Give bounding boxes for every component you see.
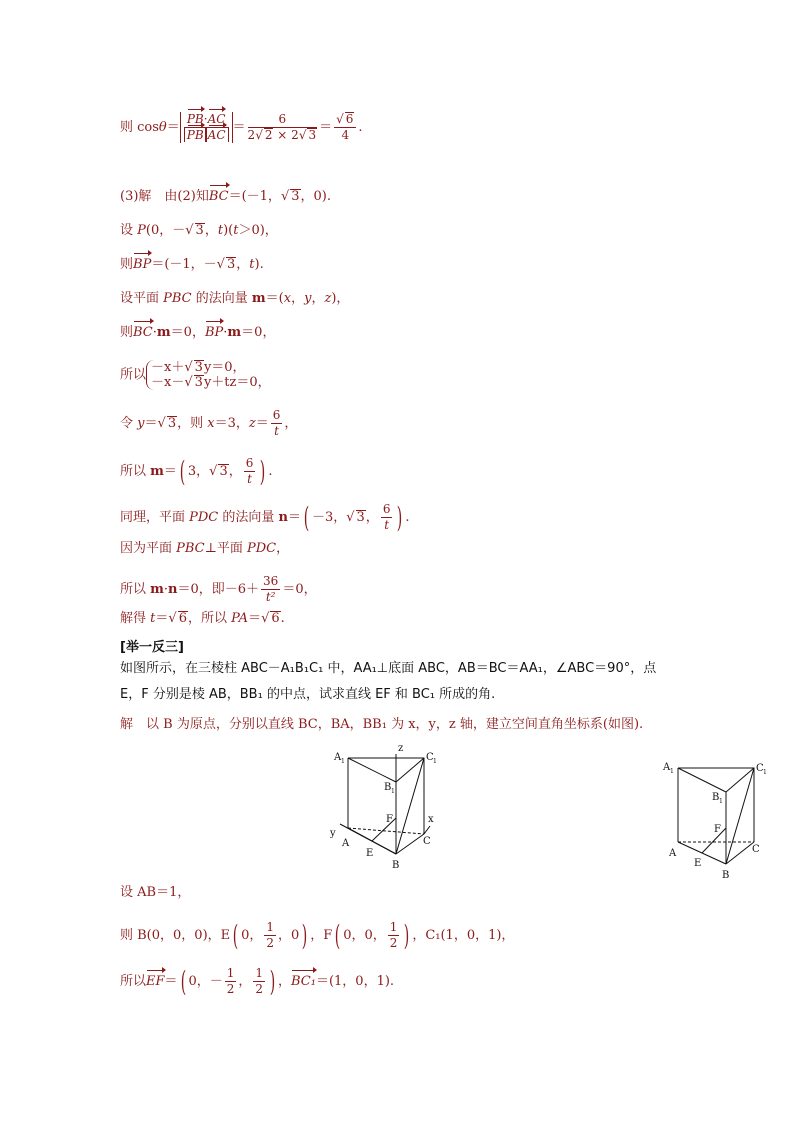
var: t bbox=[249, 257, 255, 272]
text: 设 bbox=[120, 223, 138, 238]
text: ， bbox=[284, 416, 298, 431]
part3-line: (3)解 由(2)知BC＝(－1，√ 3，0). bbox=[120, 189, 331, 204]
problem-statement bbox=[120, 656, 680, 708]
numerator: 6 bbox=[245, 456, 254, 470]
sqrt: 2 bbox=[264, 128, 273, 142]
sqrt: 3 bbox=[194, 375, 203, 390]
sqrt: 3 bbox=[291, 189, 300, 204]
text: y＝0， bbox=[203, 360, 246, 375]
text: 0， bbox=[241, 928, 263, 943]
label-C: C bbox=[423, 836, 431, 847]
var: PBC bbox=[176, 541, 205, 556]
vec-bc1: BC₁ bbox=[291, 974, 316, 989]
text: )， bbox=[331, 291, 350, 306]
fraction bbox=[264, 920, 276, 951]
var: t bbox=[217, 223, 224, 238]
text: ， bbox=[228, 464, 242, 479]
problem-line-2: E，F 分别是棱 AB，BB₁ 的中点，试求直线 EF 和 BC₁ 所成的角. bbox=[120, 687, 496, 702]
text: 2 bbox=[291, 128, 299, 142]
text: 则 bbox=[120, 257, 134, 272]
sub: 1 bbox=[719, 798, 723, 805]
solve-line: 解得 t＝√ 6，所以 PA＝√ 6. bbox=[120, 611, 285, 626]
vec-bp: BP bbox=[133, 257, 152, 272]
vec-m: m bbox=[251, 291, 266, 306]
text: ＝ bbox=[155, 611, 169, 626]
numerator: 1 bbox=[266, 920, 274, 934]
sub: 1 bbox=[341, 758, 345, 765]
equation-system: －x＋√ 3y＝0， －x－√ 3y＋tz＝0， bbox=[146, 360, 271, 390]
numerator: 1 bbox=[389, 920, 398, 934]
var: PDC bbox=[247, 541, 277, 556]
text: ＝ bbox=[255, 416, 269, 431]
sub: 1 bbox=[763, 769, 767, 776]
text: ， bbox=[204, 223, 218, 238]
text: ，C₁(1，0，1)， bbox=[412, 928, 515, 943]
text: · bbox=[223, 325, 228, 340]
prism-figure-axes bbox=[326, 742, 446, 872]
label-F: F bbox=[386, 814, 393, 825]
label-B1: B bbox=[712, 792, 720, 803]
text: ， bbox=[278, 974, 292, 989]
text: 同理，平面 bbox=[120, 510, 190, 525]
denominator: 2 bbox=[226, 982, 235, 996]
text: ， bbox=[276, 541, 290, 556]
fraction bbox=[261, 574, 280, 605]
text: · bbox=[203, 112, 208, 126]
text: 的法向量 bbox=[191, 291, 252, 306]
text: 令 bbox=[120, 416, 138, 431]
vec-m: m bbox=[150, 582, 164, 597]
m-result-line: 所以 m＝( 3，√ 3， $\frac{6}{t}$ ) . bbox=[120, 454, 273, 488]
var: y bbox=[137, 416, 145, 431]
vec-bp: BP bbox=[204, 325, 224, 340]
bp-line: 则BP＝(－1，－√ 3，t). bbox=[120, 257, 264, 272]
vec-m: m bbox=[156, 325, 171, 340]
text: 所以 bbox=[120, 464, 151, 479]
label-B1: B bbox=[384, 782, 392, 793]
mn-line bbox=[120, 574, 317, 605]
text: ， bbox=[291, 291, 305, 306]
normal-m-line bbox=[120, 290, 349, 308]
sqrt: 3 bbox=[195, 223, 204, 238]
var: z bbox=[324, 291, 332, 306]
text: ＝ bbox=[319, 120, 333, 135]
label-A1: A bbox=[663, 762, 671, 773]
text: ＝(－1， bbox=[228, 189, 281, 204]
text: ＝ bbox=[166, 120, 180, 135]
text: ，0 bbox=[278, 928, 300, 943]
text: ). bbox=[254, 257, 264, 272]
text: ， bbox=[365, 510, 379, 525]
section-title: [举一反三] bbox=[120, 640, 184, 655]
label-z: z bbox=[398, 743, 404, 754]
text: ＝( bbox=[265, 291, 284, 306]
fraction bbox=[388, 920, 400, 951]
sqrt: 6 bbox=[271, 611, 280, 626]
text: ＝ bbox=[144, 416, 158, 431]
set-p-line: 设 P(0，－√ 3，t)(t＞0)， bbox=[120, 223, 278, 238]
vec-n: n bbox=[168, 582, 178, 597]
denominator: 2 bbox=[266, 936, 274, 950]
label-A: A bbox=[669, 848, 677, 859]
text: 0，－ bbox=[188, 974, 223, 989]
text: ＝(1，0，1). bbox=[315, 974, 395, 989]
label-y: y bbox=[330, 828, 336, 839]
sqrt: 3 bbox=[356, 510, 365, 525]
vec-ef: EF bbox=[146, 974, 165, 989]
text: ，0). bbox=[300, 189, 331, 204]
var: t bbox=[150, 611, 156, 626]
text: 则 bbox=[120, 325, 134, 340]
text: )( bbox=[223, 223, 234, 238]
text: ＝3， bbox=[214, 416, 249, 431]
solution-intro: 解 以 B 为原点，分别以直线 BC，BA，BB₁ 为 x，y，z 轴，建立空间直角坐标系(如图). bbox=[120, 717, 644, 732]
sqrt: 3 bbox=[167, 416, 177, 431]
system-line bbox=[120, 360, 271, 390]
vec-m: m bbox=[227, 325, 242, 340]
text: . bbox=[268, 464, 273, 479]
vec-ac: AC bbox=[207, 128, 226, 142]
sub: 1 bbox=[670, 768, 674, 775]
text: 因为平面 bbox=[120, 541, 177, 556]
text: ， bbox=[236, 257, 250, 272]
fraction bbox=[253, 966, 265, 997]
points-line: 则 B(0，0，0)，E( 0， $\frac{1}{2}$ ，0) ，F( 0，0， $\frac{1}{2}$ ) ，C₁(1，0，1)， bbox=[120, 918, 515, 952]
cos-theta-line bbox=[120, 112, 363, 143]
var: PBC bbox=[163, 291, 192, 306]
text: 的法向量 bbox=[218, 510, 279, 525]
text: －x－ bbox=[151, 375, 185, 390]
var: y bbox=[304, 291, 312, 306]
text: 0，0， bbox=[343, 928, 386, 943]
text: ＝(－1，－ bbox=[151, 257, 217, 272]
text: . bbox=[405, 510, 410, 525]
text: 所以 bbox=[120, 367, 147, 383]
text: · bbox=[163, 582, 169, 597]
sqrt: 3 bbox=[219, 464, 228, 479]
fraction: $\frac{6}{2√ 2 \times 2√ 3}$ bbox=[247, 112, 317, 142]
text: 3， bbox=[187, 464, 210, 479]
perp-line bbox=[120, 540, 289, 558]
label-A: A bbox=[342, 838, 350, 849]
var: t bbox=[233, 223, 239, 238]
text: 所以 bbox=[120, 582, 151, 597]
text: －3， bbox=[311, 510, 347, 525]
text: ＝ bbox=[232, 120, 246, 135]
vec-ac: AC bbox=[207, 112, 226, 126]
vec-pb: PB bbox=[186, 128, 204, 142]
var: PA bbox=[231, 611, 249, 626]
text: 所以 bbox=[120, 974, 147, 989]
label-B: B bbox=[722, 870, 730, 881]
var: x bbox=[283, 291, 292, 306]
label-A1: A bbox=[334, 752, 342, 763]
text: ， bbox=[311, 291, 325, 306]
text: · bbox=[152, 325, 157, 340]
label-x: x bbox=[428, 814, 434, 825]
text: ＝0， bbox=[282, 582, 317, 597]
text: 则 B(0，0，0)，E bbox=[120, 928, 231, 943]
fraction bbox=[271, 408, 283, 439]
text: 2 bbox=[247, 128, 256, 142]
text: ＝ bbox=[164, 974, 178, 989]
numerator: 6 bbox=[382, 502, 391, 516]
sqrt: 6 bbox=[345, 112, 354, 126]
label-B: B bbox=[392, 860, 400, 871]
numerator: 6 bbox=[248, 112, 318, 128]
var: z bbox=[248, 416, 256, 431]
denominator: t bbox=[384, 518, 390, 532]
dot-eq-line bbox=[120, 324, 275, 342]
sub: 1 bbox=[391, 788, 395, 795]
label-C: C bbox=[752, 844, 760, 855]
abs-fraction bbox=[180, 112, 233, 143]
label-F: F bbox=[714, 824, 721, 835]
denominator: t bbox=[274, 424, 279, 438]
denominator: t² bbox=[265, 590, 276, 604]
fraction bbox=[381, 502, 393, 533]
text: y＋tz＝0， bbox=[203, 375, 271, 390]
vec-n: n bbox=[278, 510, 288, 525]
text: ，F bbox=[310, 928, 333, 943]
text: 设平面 bbox=[120, 291, 164, 306]
text: ⊥平面 bbox=[204, 541, 247, 556]
numerator: 1 bbox=[255, 966, 264, 980]
denominator: 2 bbox=[255, 982, 264, 996]
ef-line: 所以EF＝( 0，－ $\frac{1}{2}$ ， $\frac{1}{2}$ ) ，BC₁＝(1，0，1). bbox=[120, 964, 395, 998]
var: P bbox=[137, 223, 146, 238]
vec-m: m bbox=[150, 464, 164, 479]
vec-pb: PB bbox=[186, 112, 204, 126]
text: －x＋ bbox=[151, 360, 185, 375]
text: 则 cos bbox=[120, 120, 159, 135]
text: ＝0， bbox=[170, 325, 205, 340]
text: ， bbox=[238, 974, 252, 989]
text: . bbox=[280, 611, 285, 626]
var: PDC bbox=[189, 510, 219, 525]
sqrt: 6 bbox=[178, 611, 187, 626]
vec-bc: BC bbox=[208, 189, 229, 204]
vec-bc: BC bbox=[133, 325, 153, 340]
sqrt: 3 bbox=[194, 360, 203, 375]
text: ＝ bbox=[248, 611, 262, 626]
fraction: $\frac{√ 6}{4}$ bbox=[334, 112, 356, 143]
set-ab-line: 设 AB＝1， bbox=[120, 885, 191, 900]
text: ＞0)， bbox=[238, 223, 278, 238]
numerator: 36 bbox=[263, 574, 279, 588]
text: ＝0， bbox=[241, 325, 276, 340]
prism-figure bbox=[660, 756, 770, 882]
var: x bbox=[207, 416, 215, 431]
problem-line-1: 如图所示，在三棱柱 ABC－A₁B₁C₁ 中，AA₁⊥底面 ABC，AB＝BC＝AA₁，∠ABC＝90°，点 bbox=[120, 661, 657, 676]
fraction bbox=[244, 456, 256, 487]
sub: 1 bbox=[433, 758, 437, 765]
denominator: 2 bbox=[389, 936, 398, 950]
numerator: 6 bbox=[272, 408, 281, 422]
sqrt: 3 bbox=[226, 257, 236, 272]
label-E: E bbox=[694, 858, 702, 869]
label-E: E bbox=[366, 848, 374, 859]
text: × bbox=[273, 128, 292, 142]
text: ＝ bbox=[163, 464, 177, 479]
numerator: 1 bbox=[226, 966, 235, 980]
label-C1: C bbox=[756, 763, 764, 774]
sqrt: 3 bbox=[308, 128, 317, 142]
theta: θ bbox=[158, 120, 167, 135]
text: (0，－ bbox=[145, 223, 186, 238]
text: 解得 bbox=[120, 611, 151, 626]
text: ，则 bbox=[177, 416, 208, 431]
text: ＝0，即－6＋ bbox=[177, 582, 260, 597]
text: . bbox=[358, 120, 363, 135]
text: ＝ bbox=[287, 510, 301, 525]
text: (3)解 由(2)知 bbox=[120, 189, 209, 204]
denominator: t bbox=[247, 472, 252, 486]
fraction bbox=[225, 966, 237, 997]
denominator: 4 bbox=[341, 128, 350, 142]
label-C1: C bbox=[426, 752, 434, 763]
text: ，所以 bbox=[187, 611, 232, 626]
n-result-line: 同理，平面 PDC 的法向量 n＝( －3，√ 3， $\frac{6}{t}$ ) . bbox=[120, 500, 410, 534]
let-line: 令 y＝√ 3，则 x＝3，z＝ $\frac{6}{t}$ ， bbox=[120, 408, 298, 438]
